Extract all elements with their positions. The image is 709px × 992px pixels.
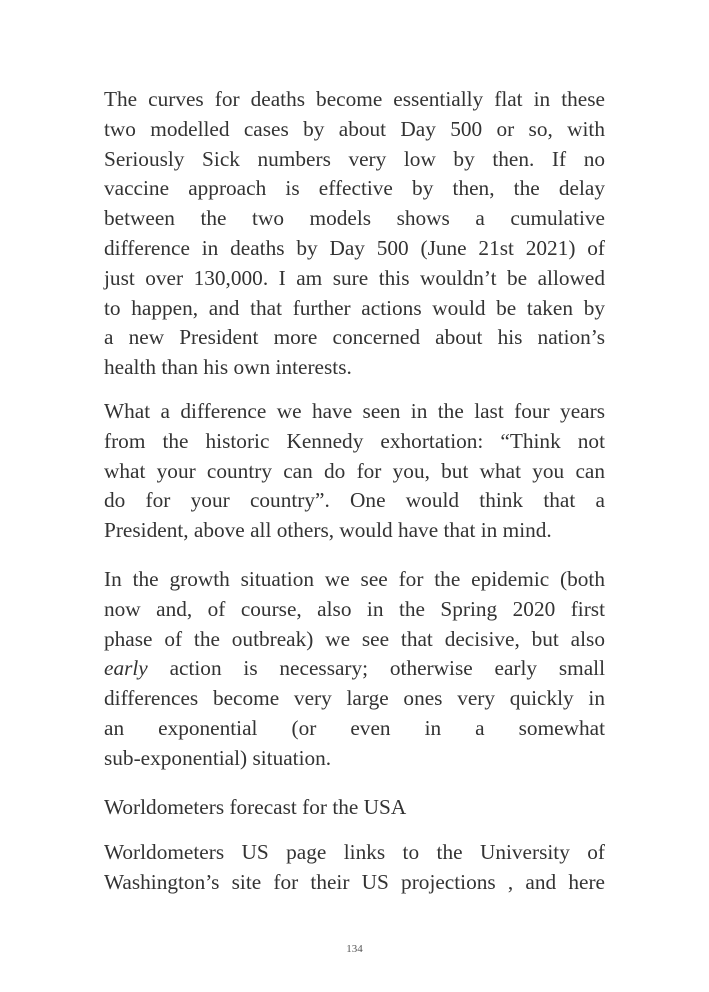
text-line: difference in deaths by Day 500 (June 21st 2021) of	[104, 235, 605, 260]
text-line: two modelled cases by about Day 500 or so, with	[104, 116, 605, 141]
italic-text: early	[104, 656, 148, 681]
text-line: vaccine approach is effective by then, the delay	[104, 176, 605, 201]
text-line: between the two models shows a cumulative	[104, 206, 605, 231]
text-line: from the historic Kennedy exhortation: “Think not	[104, 428, 605, 453]
paragraph-kennedy	[104, 397, 605, 546]
text-line: President, above all others, would have that in mind.	[104, 518, 552, 543]
text-line: Seriously Sick numbers very low by then. If no	[104, 146, 605, 171]
text-line: sub-exponential) situation.	[104, 745, 332, 770]
paragraph-growth-situation	[104, 565, 605, 774]
text-line: what your country can do for you, but what you can	[104, 458, 605, 483]
text-line: What a difference we have seen in the last four years	[104, 399, 605, 423]
text-segment: action is necessary; otherwise early small	[147, 656, 605, 681]
text-line: Worldometers US page links to the University of	[104, 840, 605, 864]
text-line: Worldometers forecast for the USA	[104, 795, 407, 819]
text-line: In the growth situation we see for the epidemic (both	[104, 567, 605, 591]
text-line: differences become very large ones very quickly in	[104, 686, 605, 711]
text-line: health than his own interests.	[104, 355, 352, 380]
paragraph-worldometers	[104, 838, 605, 898]
text-line: to happen, and that further actions would be taken by	[104, 295, 605, 320]
text-line: The curves for deaths become essentially flat in these	[104, 87, 605, 111]
text-line	[104, 654, 605, 684]
text-line: an exponential (or even in a somewhat	[104, 715, 605, 740]
text-line: do for your country”. One would think that a	[104, 488, 605, 513]
text-line: phase of the outbreak) we see that decisive, but also	[104, 626, 605, 651]
section-heading	[104, 793, 605, 823]
text-line: a new President more concerned about his nation’s	[104, 325, 605, 350]
paragraph-deaths-curves	[104, 85, 605, 383]
text-line: just over 130,000. I am sure this wouldn’t be allowed	[104, 265, 605, 290]
text-line: Washington’s site for their US projections , and here	[104, 869, 605, 894]
page-number: 134	[346, 943, 363, 955]
text-line: now and, of course, also in the Spring 2020 first	[104, 596, 605, 621]
